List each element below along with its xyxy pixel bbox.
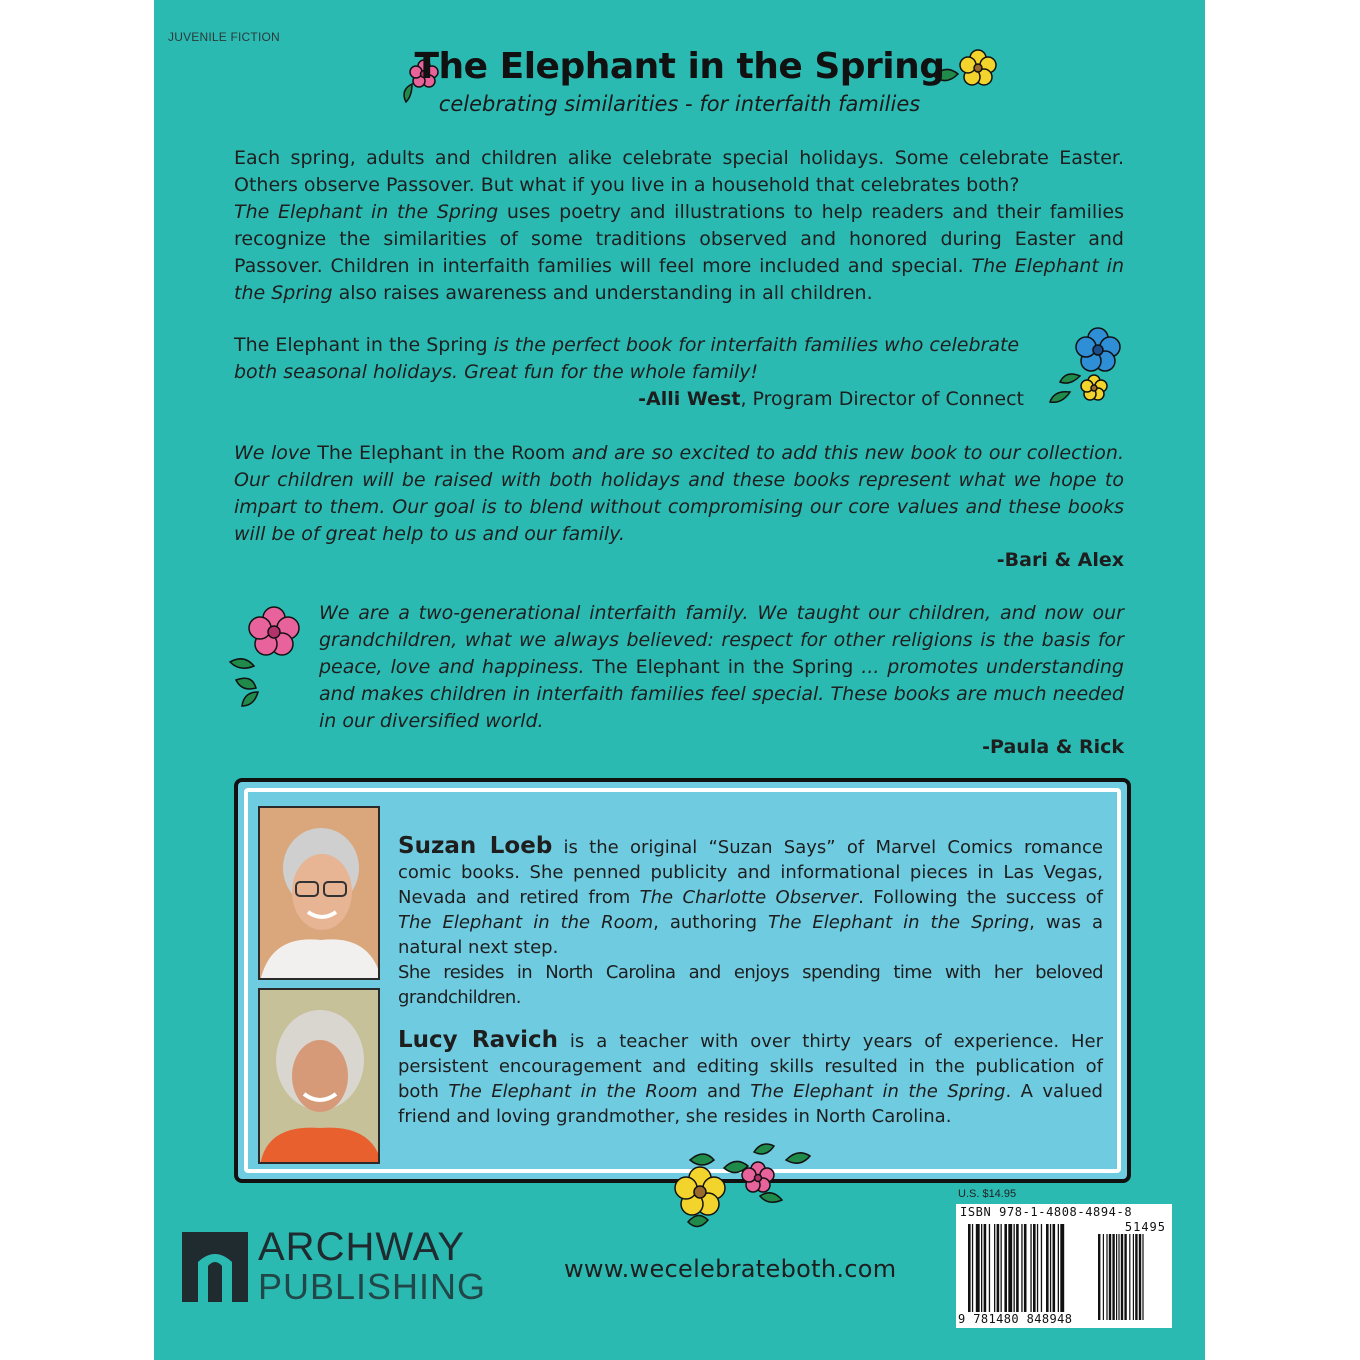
author-photo-lucy: [258, 988, 380, 1164]
book-subtitle: celebrating similarities - for interfaith families: [438, 92, 921, 116]
bio-text: and: [697, 1081, 751, 1102]
book-title-ref: The Elephant in the Spring: [234, 201, 499, 223]
bio-text: is a teacher with over thirty years of experience. Her persistent encouragement and editing skills resulted in the publication of both: [398, 1031, 1103, 1102]
book-title-ref: The Elephant in the Spring: [767, 912, 1030, 933]
book-title-ref: The Elephant in the Spring: [592, 656, 854, 678]
description-p3: also raises awareness and understanding in all children.: [332, 282, 873, 304]
yellow-flower-icon: [664, 1138, 814, 1238]
isbn-barcode: [956, 1204, 1172, 1328]
back-cover: [154, 0, 1205, 1360]
book-title-ref: The Elephant in the Spring: [234, 334, 488, 356]
book-title-ref: The Elephant in the Spring: [750, 1081, 1006, 1102]
review-quote-2: [234, 440, 1124, 548]
bio-text: is the original “Suzan Says” of Marvel Comics romance comic books. She penned publicity and informational pieces in Las Vegas, Nevada and retired from: [398, 837, 1103, 908]
barcode-icon: [968, 1224, 1168, 1326]
book-title-ref: The Elephant in the Room: [448, 1081, 698, 1102]
author-photo-suzan: [258, 806, 380, 980]
publisher-name: ARCHWAY: [258, 1225, 465, 1269]
author-portrait-icon: [260, 990, 380, 1164]
author-name: Lucy Ravich: [398, 1027, 558, 1053]
book-title: The Elephant in the Spring: [414, 46, 945, 87]
description-p2: uses poetry and illustrations to help readers and their families recognize the similarities of some traditions observed and honored during Easter and Passover. Children in interfaith families will feel more included and special.: [234, 201, 1124, 277]
bio-text: , was a natural next step.: [398, 912, 1103, 958]
quote-author-role: , Program Director of Connect: [740, 388, 1024, 410]
quote-author: -Alli West: [638, 388, 741, 410]
pink-flower-icon: [226, 602, 306, 714]
isbn-text: ISBN 978-1-4808-4894-8: [960, 1205, 1133, 1219]
quote-text: is the perfect book for interfaith families who celebrate both seasonal holidays. Great fun for the whole family!: [234, 334, 1020, 383]
quote-attribution-1: [234, 386, 1024, 413]
author-bio-suzan: [398, 834, 1103, 1010]
book-description: [234, 145, 1124, 307]
quote-text: and are so excited to add this new book to our collection. Our children will be raised with both holidays and these books represent what we hope to impart to them. Our goal is to blend without compromising our core values and these books will be of great help to us and our family.: [234, 442, 1124, 545]
price-code: 51495: [1124, 1220, 1166, 1234]
website-url[interactable]: www.wecelebrateboth.com: [564, 1255, 897, 1283]
review-quote-1: [234, 332, 1034, 386]
book-title-ref: The Elephant in the Room: [317, 442, 566, 464]
review-quote-3: [319, 600, 1124, 735]
bio-text: . A valued friend and loving grandmother, she resides in North Carolina.: [398, 1081, 1103, 1127]
quote-attribution-2: -Bari & Alex: [996, 549, 1124, 571]
bio-text: . Following the success of: [858, 887, 1103, 908]
price-label: U.S. $14.95: [958, 1188, 1017, 1200]
blue-flower-icon: [1044, 322, 1130, 410]
quote-lead: We love: [234, 442, 318, 464]
category-label: JUVENILE FICTION: [168, 30, 280, 44]
bio-text: , authoring: [653, 912, 768, 933]
barcode-number: 9 781480 848948: [958, 1312, 1073, 1326]
author-portrait-icon: [260, 808, 380, 980]
author-bio-lucy: [398, 1028, 1103, 1129]
bio-text: She resides in North Carolina and enjoys spending time with her beloved grandchildren.: [398, 962, 1103, 1008]
author-bios-box: [234, 778, 1131, 1183]
publication-ref: The Charlotte Observer: [639, 887, 859, 908]
archway-logo-icon: [182, 1232, 248, 1302]
author-name: Suzan Loeb: [398, 833, 553, 859]
book-title-ref: The Elephant in the Room: [398, 912, 654, 933]
description-p1: Each spring, adults and children alike celebrate special holidays. Some celebrate Easter. Others observe Passover. But what if you live in a household that celebrates both?: [234, 147, 1124, 196]
publisher-name-line2: PUBLISHING: [258, 1266, 487, 1307]
quote-attribution-3: -Paula & Rick: [982, 736, 1124, 758]
quote-lead: We are a two-generational interfaith family. We taught our children, and now our grandchildren, what we always believed: respect for other religions is the basis for peace, love and happiness.: [319, 602, 1124, 678]
book-title-ref: The Elephant in the Spring: [234, 255, 1124, 304]
quote-text: ... promotes understanding and makes children in interfaith families feel special. These books are much needed in our diversified world.: [319, 656, 1124, 732]
